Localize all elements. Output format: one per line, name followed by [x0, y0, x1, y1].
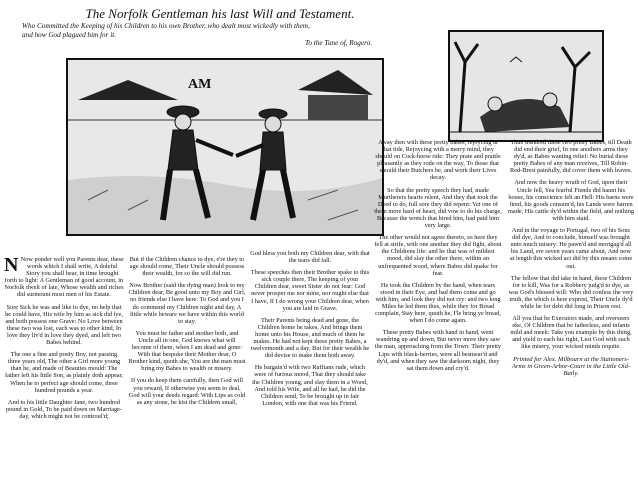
printer-imprint: Printed for Alex. Milbourn at the Stationers-Arms in Green-Arbor-Court in the Little Old-Baily. — [511, 355, 631, 378]
verse-stanza: Their Parents being dead and gone, the Children home he takes, And brings them home unto his House, and much of them he makes. He had not kept these pretty Babes, a twelvemonth and a day, But for their wealth he did devise to make them both away. — [250, 316, 370, 360]
verse-stanza: He bargain'd with two Ruffians rude, which were of furious mood, That they should take the Children young, and slay them in a Wood, And told his Wife, and all he had, he did the Children send, To be brought up in fair London, with one that was his Friend. — [252, 364, 368, 407]
verse-stanza: So that the pretty speech they had, made Murtherers hearts relent, And they that took the Deed to do, full sore they did repent: Yet one of them more hard of heart, did vow to do his charge, Because the wretch that hired him, had paid him very large. — [374, 186, 502, 230]
verse-stanza: These speeches then their Brother spake to this sick couple there, The keeping of your Children dear, sweet Sister do not fear: God never prosper me nor mine, nor ought else that I have, If I do wrong your Children dear, when you are laid in Grave. — [250, 269, 370, 312]
verse-stanza: All you that be Executors made, and overseers eke, Of Children that be fatherless, and infants mild and meek: Take you example by this thing, and yield to each his right, Lest God with such like misery, your wicked minds requite. — [510, 315, 632, 351]
tune-note: To the Tune of, Rogero. — [305, 39, 372, 47]
verse-stanza: If you do keep them carefully, then God will you reward, If otherwise you seem to deal, God will your deeds regard: With Lips as cold as any stone, he kist the Children small, — [128, 377, 246, 406]
subtitle-line-2: and how God plagued him for it. — [22, 30, 117, 39]
verse-stanza: God bless you both my Children dear, with that the tears did fall. — [250, 250, 370, 265]
ballad-subtitle — [22, 22, 382, 47]
verse-stanza: And now the heavy wrath of God, upon their Uncle fell, Yea fearful Fiends did haunt his house, his conscience felt an Hell: His barns were fired, his goods consum'd, his Lands were barren made, His cattle dy'd within the field, and nothing with him staid. — [508, 179, 634, 222]
woodcut-babes-in-wood-illustration — [448, 30, 604, 142]
verse-stanza: The other would not agree thereto, so here they fell at strife, with one another they did fight, about the Childrens life: and he that was of mildest mood, did slay the other there, within an unfrequented wood, where Babes did quake for fear. — [374, 234, 502, 277]
verse-stanza: N Now ponder well you Parents dear, these words which I shall write, A doleful Story you shall hear, in time brought forth to light: A Gentleman of good account, in Norfolk dwelt of late, Whose wealth and riches did surmount most men of his Estate. — [4, 254, 124, 299]
verse-stanza: The fellow that did take in hand, these Children for to kill, Was for a Robbery judg'd to dye, as was God's blessed will: Who did confess the very truth, the which is here exprest, Their Uncle dy'd while he for debt did long in Prison rest. — [508, 274, 634, 310]
verse-stanza: You must be father and mother both, and Uncle all in one, God knows what will become of them, when I am dead and gone: With that bespoke their Mother dear, O Brother kind, quoth she, You are the man must bring my Babes to wealth or misery. — [128, 329, 246, 373]
verse-stanza: The one a fine and pretty Boy, not passing three years old, The other a Girl more young than he, and made of Beauties mould: The father left his little Son, as plainly doth appear, When he to perfect age should come, three hundred pounds a year. — [5, 351, 123, 394]
ballad-title: The Norfolk Gentleman his last Will and Testament. — [85, 6, 355, 21]
verse-column-3 — [250, 250, 370, 412]
verse-stanza: He took the Children by the hand, when tears stood in their Eye, and bad them come and go with him, and look they did not cry: and two long Miles he led them thus, while they for Bread complain, Stay here, quoth he, I'le bring ye bread, when I do come again. — [375, 281, 501, 325]
verse-column-1 — [4, 256, 124, 425]
verse-stanza: Sore Sick he was and like to dye, no help that he could have, His wife by him as sick did lye, and both possest one Grave: No Love between these two was lost, each was to other kind, In love they liv'd in love they dyed, and left two Babes behind. — [5, 303, 123, 347]
verse-column-2 — [128, 256, 246, 411]
verse-stanza: But if the Children chance to dye, e're they to age should come, Their Uncle should possess their wealth, for so the will did run. — [129, 256, 245, 278]
verse-stanza: And in the voyage to Portugal, two of his Sons did dye, And to conclude, himself was brought unto much misery: He pawn'd and mortgag'd all his Land, ere seven years came about, And now at length this wicked act did by this means come out. — [509, 227, 633, 270]
woodcut-initials: AM — [188, 77, 212, 92]
verse-column-5 — [508, 139, 634, 383]
verse-stanza: Now Brother (said the dying man) look to my Children dear, Be good unto my Boy and Girl, no friends else I have here: To God and you I do commend my Children night and day, A little while beware we have within this world to stay. — [128, 282, 246, 325]
subtitle-line-1: Who Committed the Keeping of his Children to his own Brother, who dealt most wickedly with them, — [22, 22, 310, 30]
drop-cap: N — [4, 254, 19, 276]
verse-stanza: These pretty Babes with hand in hand, went wandring up and down, But never more they saw the man, approaching from the Town: Their pretty Lips with black-berries, were all besmear'd and dy'd, and when they saw the darksom night, they sat them down and cry'd. — [374, 329, 502, 372]
verse-column-4 — [374, 139, 502, 377]
verse-stanza: And to his little Daughter Jane, two hundred pound in Gold, To be paid down on Marriage-day, which might not be controul'd; — [5, 398, 123, 420]
verse-stanza: Thus wandred these two pretty Babes, till Death did end their grief, In one anothers arms they dy'd, as Babes wanting relief: No burial these pretty Babes of any man receives, Till Robin-Red-Brest painfully, did cover them with leaves. — [510, 139, 632, 175]
woodcut-gentlemen-illustration — [66, 58, 384, 236]
verse-stanza: Away then with these pretty babes, rejoycing at that tide, Rejoycing with a merry mind, they should on Cock-horse ride: They prate and prattle pleasantly as they rode on the way, To those that should their Butchers be, and work their Lives decay. — [375, 139, 501, 182]
